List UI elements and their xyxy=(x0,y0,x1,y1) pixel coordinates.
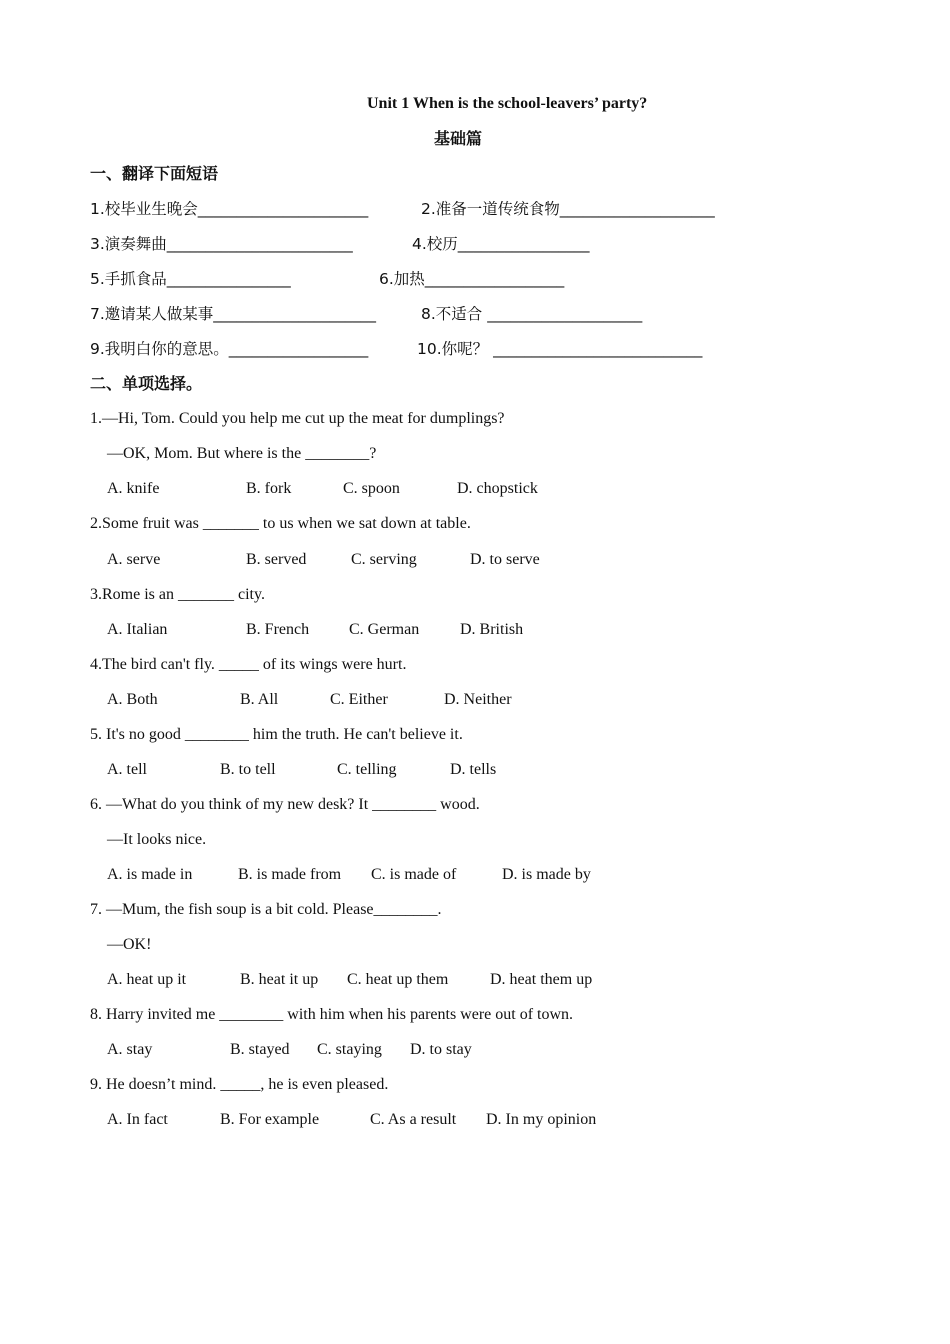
question-stem: 1.—Hi, Tom. Could you help me cut up the meat for dumplings? xyxy=(90,410,505,427)
option: C. staying xyxy=(317,1041,382,1058)
option: B. All xyxy=(240,691,279,708)
option: B. French xyxy=(246,621,310,638)
page-title: Unit 1 When is the school-leavers’ party? xyxy=(367,95,648,112)
question-stem: —It looks nice. xyxy=(107,831,207,848)
question-stem: 5. It's no good ________ him the truth. He can't believe it. xyxy=(90,726,463,743)
option: C. German xyxy=(349,621,420,638)
translation-item: 5.手抓食品________________ xyxy=(90,270,291,288)
question-stem: —OK, Mom. But where is the ________? xyxy=(107,445,377,462)
option: A. is made in xyxy=(107,866,193,883)
option: C. As a result xyxy=(370,1111,457,1128)
option: A. stay xyxy=(107,1041,153,1058)
section1-heading: 一、翻译下面短语 xyxy=(90,164,219,183)
option: B. fork xyxy=(246,480,292,497)
option: B. served xyxy=(246,551,307,568)
option: D. Neither xyxy=(444,691,512,708)
translation-item: 6.加热__________________ xyxy=(379,270,565,288)
option: D. British xyxy=(460,621,524,638)
translation-item: 3.演奏舞曲________________________ xyxy=(90,235,353,253)
option: C. telling xyxy=(337,761,397,778)
option: D. to stay xyxy=(410,1041,472,1058)
section2-heading: 二、单项选择。 xyxy=(90,374,203,393)
option: D. to serve xyxy=(470,551,540,568)
option: D. In my opinion xyxy=(486,1111,597,1128)
option: C. spoon xyxy=(343,480,400,497)
option: A. tell xyxy=(107,761,147,778)
option: B. stayed xyxy=(230,1041,290,1058)
translation-item: 10.你呢？ ___________________________ xyxy=(417,340,703,358)
option: B. to tell xyxy=(220,761,276,778)
question-stem: 3.Rome is an _______ city. xyxy=(90,586,265,603)
option: B. heat it up xyxy=(240,971,319,988)
option: B. is made from xyxy=(238,866,342,883)
question-stem: 2.Some fruit was _______ to us when we sat down at table. xyxy=(90,515,471,532)
option: D. is made by xyxy=(502,866,591,883)
option: A. serve xyxy=(107,551,161,568)
option: D. chopstick xyxy=(457,480,538,497)
option: A. In fact xyxy=(107,1111,168,1128)
option: D. tells xyxy=(450,761,497,778)
translation-item: 8.不适合 ____________________ xyxy=(421,305,643,323)
question-stem: 9. He doesn’t mind. _____, he is even pleased. xyxy=(90,1076,389,1093)
question-stem: 6. —What do you think of my new desk? It ________ wood. xyxy=(90,796,480,813)
translation-item: 7.邀请某人做某事_____________________ xyxy=(90,305,377,323)
page-subtitle: 基础篇 xyxy=(434,129,483,148)
translation-item: 4.校历_________________ xyxy=(412,235,590,253)
option: C. serving xyxy=(351,551,417,568)
option: C. Either xyxy=(330,691,388,708)
option: A. Both xyxy=(107,691,158,708)
option: C. heat up them xyxy=(347,971,449,988)
option: B. For example xyxy=(220,1111,320,1128)
question-stem: 8. Harry invited me ________ with him when his parents were out of town. xyxy=(90,1006,574,1023)
translation-item: 9.我明白你的意思。__________________ xyxy=(90,340,369,358)
question-stem: 4.The bird can't fly. _____ of its wings were hurt. xyxy=(90,656,407,673)
option: D. heat them up xyxy=(490,971,593,988)
option: A. Italian xyxy=(107,621,168,638)
option: A. heat up it xyxy=(107,971,187,988)
question-stem: —OK! xyxy=(107,936,152,953)
translation-item: 1.校毕业生晚会______________________ xyxy=(90,200,369,218)
question-stem: 7. —Mum, the fish soup is a bit cold. Please________. xyxy=(90,901,442,918)
option: A. knife xyxy=(107,480,160,497)
option: C. is made of xyxy=(371,866,457,883)
translation-item: 2.准备一道传统食物____________________ xyxy=(421,200,715,218)
